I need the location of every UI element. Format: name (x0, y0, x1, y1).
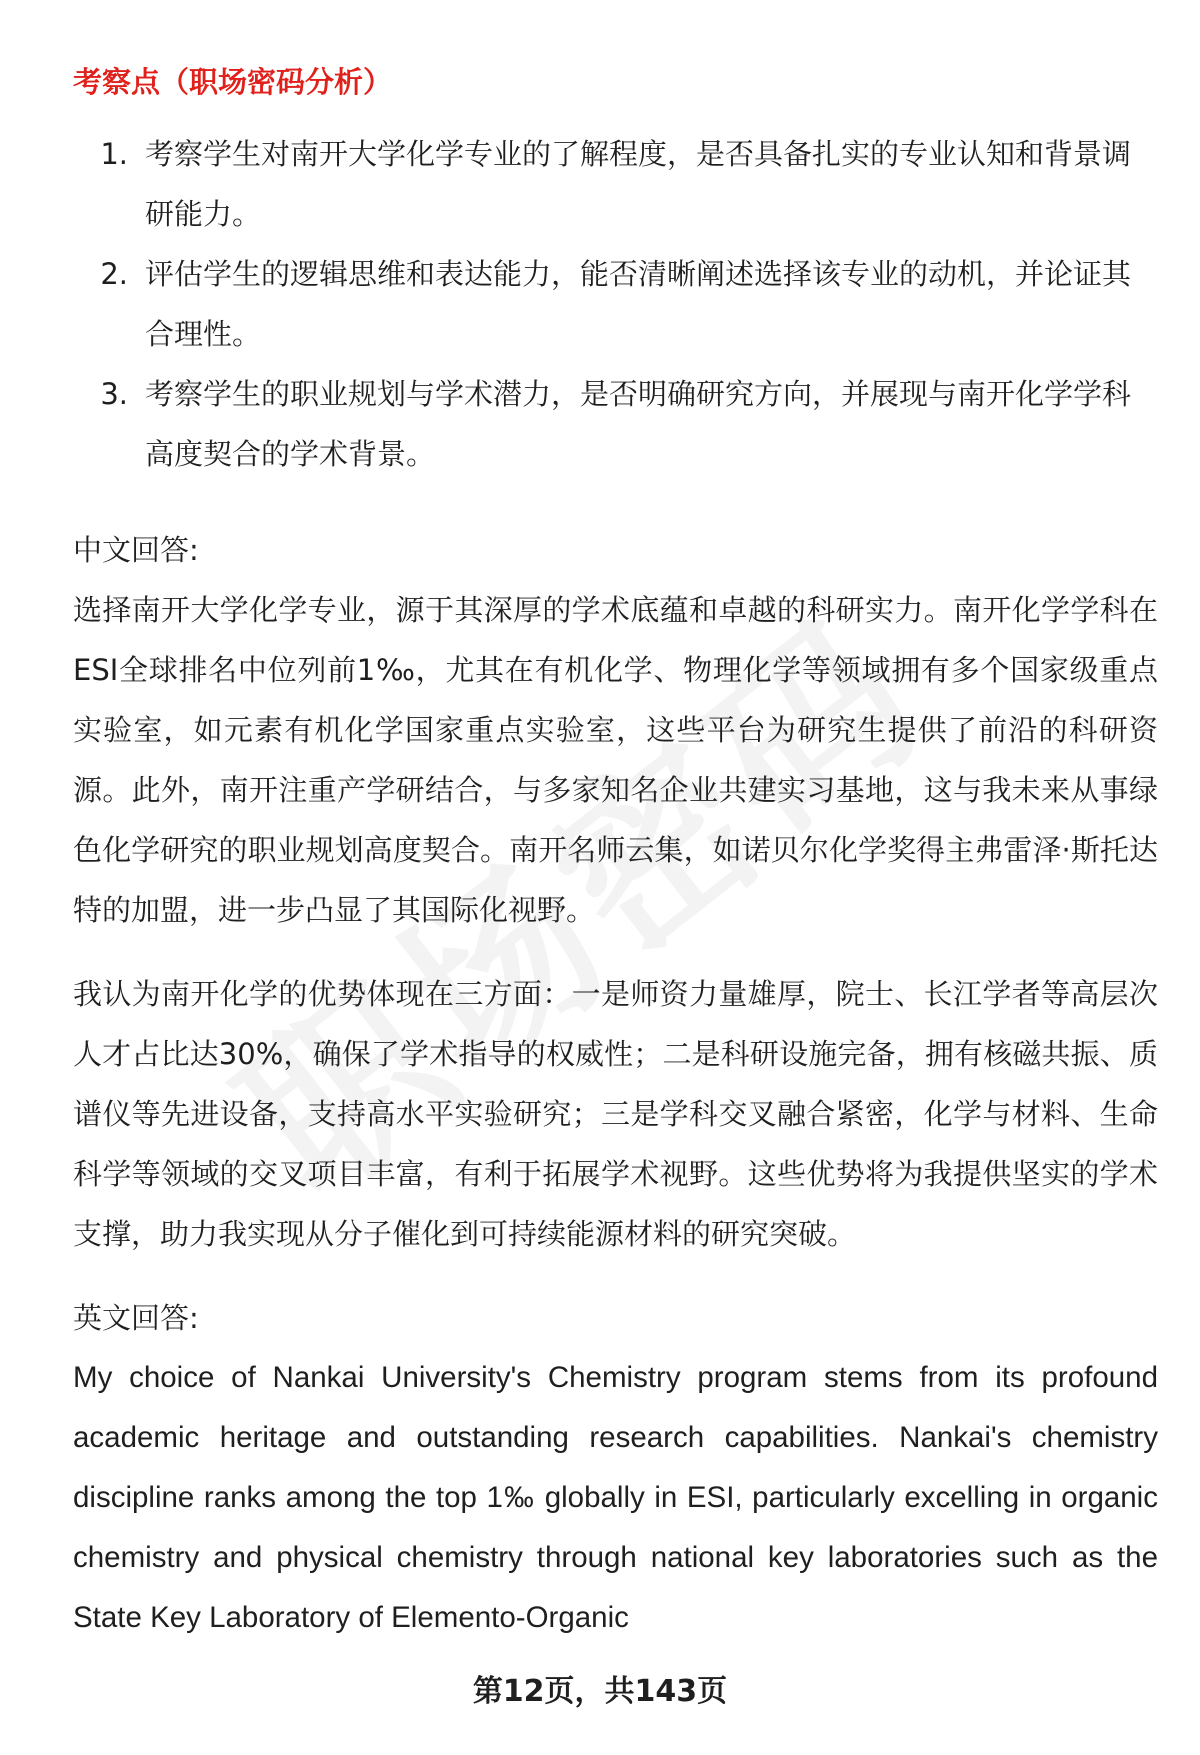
list-item (73, 244, 1158, 364)
evaluation-points-list (73, 124, 1158, 484)
list-number: 1. (100, 137, 128, 171)
list-item (73, 124, 1158, 244)
document-page (73, 58, 1158, 1672)
chinese-answer-paragraph-1: 选择南开大学化学专业，源于其深厚的学术底蕴和卓越的科研实力。南开化学学科在ESI全球排名中位列前1‰，尤其在有机化学、物理化学等领域拥有多个国家级重点实验室，如元素有机化学国家重点实验室，这些平台为研究生提供了前沿的科研资源。此外，南开注重产学研结合，与多家知名企业共建实习基地，这与我未来从事绿色化学研究的职业规划高度契合。南开名师云集，如诺贝尔化学奖得主弗雷泽·斯托达特的加盟，进一步凸显了其国际化视野。 (73, 593, 1158, 927)
list-text: 考察学生对南开大学化学专业的了解程度，是否具备扎实的专业认知和背景调研能力。 (145, 137, 1132, 231)
list-item (73, 364, 1158, 484)
page-number: 第12页，共143页 (472, 1674, 728, 1709)
english-answer-paragraph-1: My choice of Nankai University's Chemistry program stems from its profound academic heritage and outstanding research capabilities. Nankai's chemistry discipline ranks among the top 1‰ globally in ESI, particularly excelling in organic chemistry and physical chemistry through national key laboratories such as the State Key Laboratory of Elemento-Organic (73, 1361, 1158, 1634)
chinese-answer-paragraph-2: 我认为南开化学的优势体现在三方面：一是师资力量雄厚，院士、长江学者等高层次人才占比达30%，确保了学术指导的权威性；二是科研设施完备，拥有核磁共振、质谱仪等先进设备，支持高水平实验研究；三是学科交叉融合紧密，化学与材料、生命科学等领域的交叉项目丰富，有利于拓展学术视野。这些优势将为我提供坚实的学术支撑，助力我实现从分子催化到可持续能源材料的研究突破。 (73, 977, 1158, 1251)
list-text: 考察学生的职业规划与学术潜力，是否明确研究方向，并展现与南开化学学科高度契合的学术背景。 (145, 377, 1132, 471)
section-title: 考察点（职场密码分析） (73, 65, 393, 99)
chinese-answer-label: 中文回答: (73, 533, 199, 567)
list-text: 评估学生的逻辑思维和表达能力，能否清晰阐述选择该专业的动机，并论证其合理性。 (145, 257, 1132, 351)
list-number: 2. (100, 257, 128, 291)
list-number: 3. (100, 377, 128, 411)
english-answer-label: 英文回答: (73, 1301, 199, 1335)
